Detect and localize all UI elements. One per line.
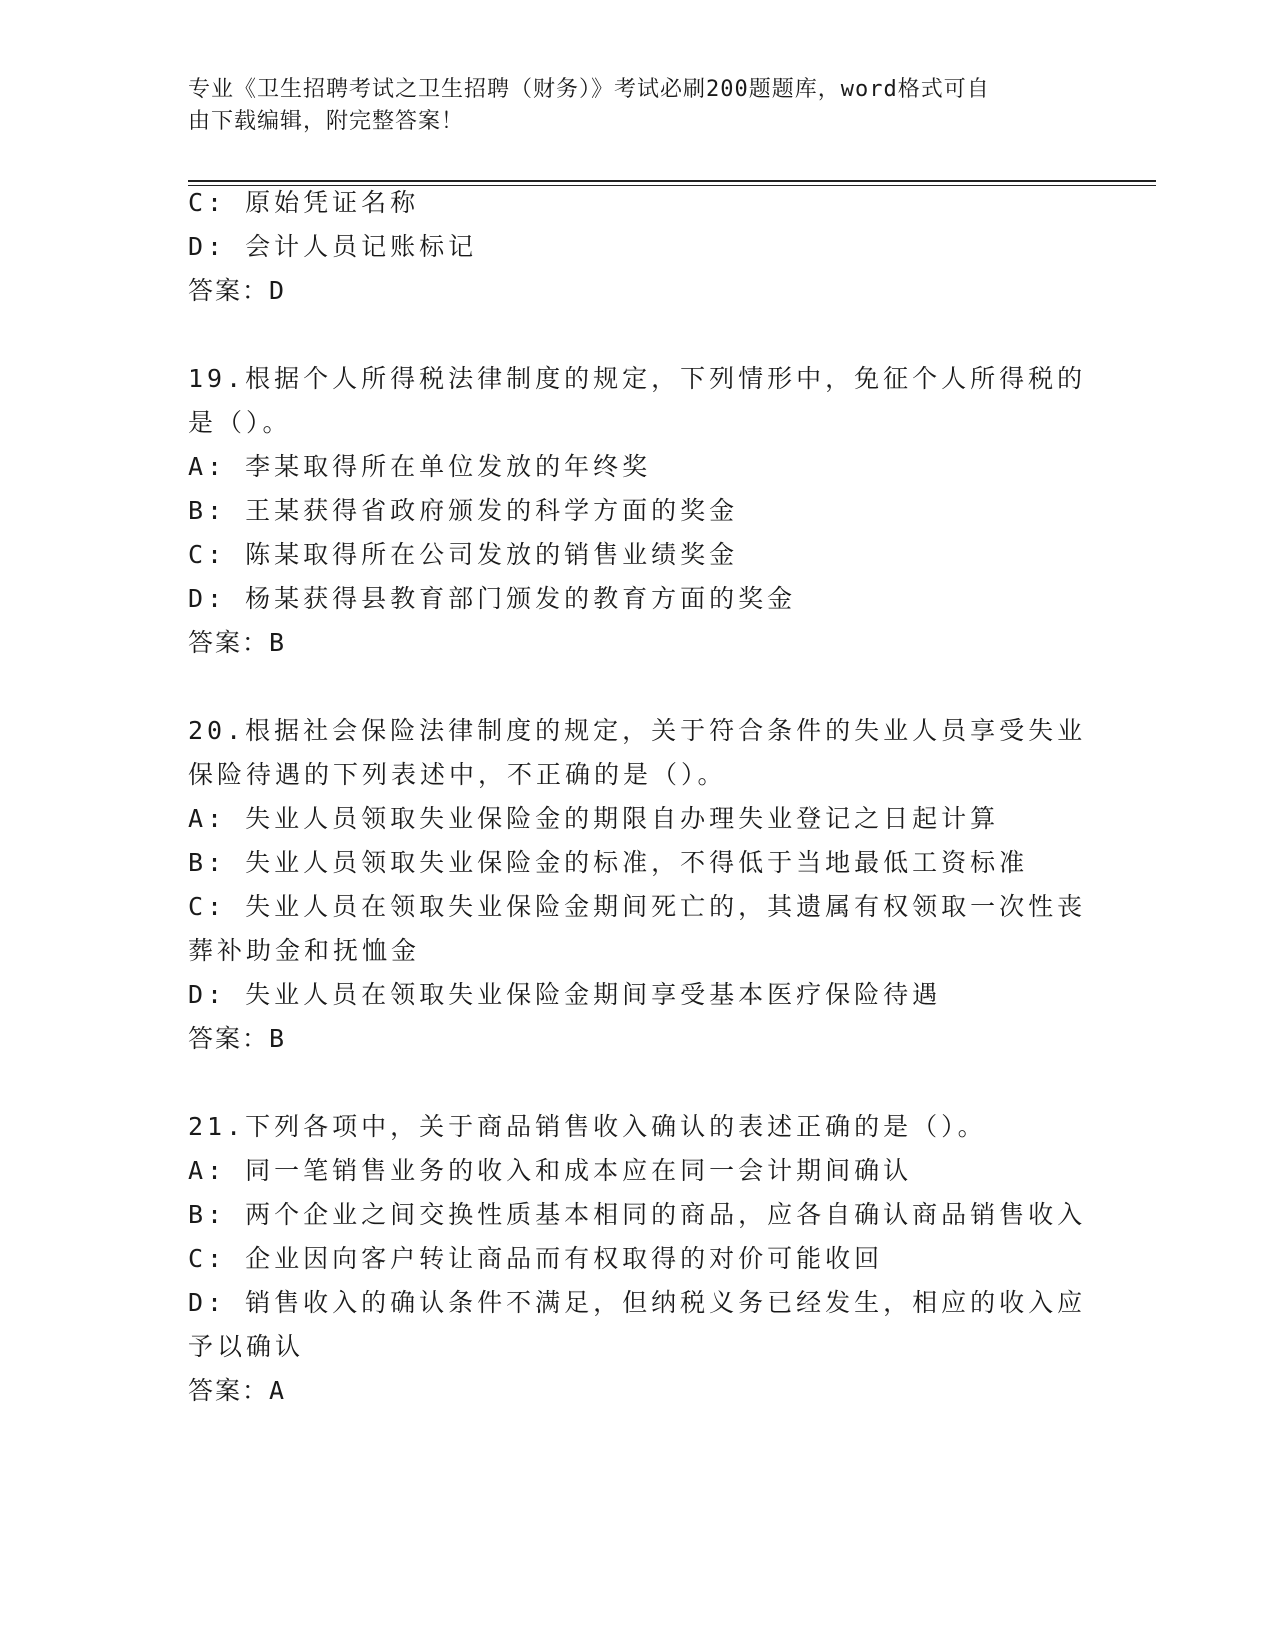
q18-answer: 答案：D bbox=[188, 276, 287, 305]
q21-option-d-line-1: D: 销售收入的确认条件不满足，但纳税义务已经发生，相应的收入应 bbox=[188, 1288, 1087, 1317]
q21-option-d-line-2: 予以确认 bbox=[188, 1332, 305, 1361]
q19-answer: 答案：B bbox=[188, 628, 287, 657]
q19-option-b: B: 王某获得省政府颁发的科学方面的奖金 bbox=[188, 496, 739, 525]
q20-answer: 答案：B bbox=[188, 1024, 287, 1053]
q19-stem-line-2: 是（）。 bbox=[188, 408, 292, 437]
q20-stem-line-2: 保险待遇的下列表述中，不正确的是（）。 bbox=[188, 760, 727, 789]
q19-option-c: C: 陈某取得所在公司发放的销售业绩奖金 bbox=[188, 540, 739, 569]
q18-option-c: C: 原始凭证名称 bbox=[188, 188, 420, 217]
q19-option-d: D: 杨某获得县教育部门颁发的教育方面的奖金 bbox=[188, 584, 797, 613]
q20-stem-line-1: 20.根据社会保险法律制度的规定，关于符合条件的失业人员享受失业 bbox=[188, 716, 1087, 745]
q21-option-b: B: 两个企业之间交换性质基本相同的商品，应各自确认商品销售收入 bbox=[188, 1200, 1087, 1229]
header-line-1: 专业《卫生招聘考试之卫生招聘（财务）》考试必刷200题题库，word格式可自 bbox=[188, 77, 990, 102]
q21-stem-line-1: 21.下列各项中，关于商品销售收入确认的表述正确的是（）。 bbox=[188, 1112, 987, 1141]
q20-option-b: B: 失业人员领取失业保险金的标准，不得低于当地最低工资标准 bbox=[188, 848, 1029, 877]
header-line-2: 由下载编辑，附完整答案！ bbox=[188, 109, 465, 134]
q20-option-a: A: 失业人员领取失业保险金的期限自办理失业登记之日起计算 bbox=[188, 804, 1000, 833]
q21-option-a: A: 同一笔销售业务的收入和成本应在同一会计期间确认 bbox=[188, 1156, 913, 1185]
q19-stem-line-1: 19.根据个人所得税法律制度的规定，下列情形中，免征个人所得税的 bbox=[188, 364, 1087, 393]
document-header bbox=[188, 74, 1068, 138]
q21-answer: 答案：A bbox=[188, 1376, 287, 1405]
header-rule-thick bbox=[188, 180, 1156, 182]
q20-option-c-line-1: C: 失业人员在领取失业保险金期间死亡的，其遗属有权领取一次性丧 bbox=[188, 892, 1087, 921]
q20-option-d: D: 失业人员在领取失业保险金期间享受基本医疗保险待遇 bbox=[188, 980, 942, 1009]
q21-option-c: C: 企业因向客户转让商品而有权取得的对价可能收回 bbox=[188, 1244, 884, 1273]
q19-option-a: A: 李某取得所在单位发放的年终奖 bbox=[188, 452, 652, 481]
q18-option-d: D: 会计人员记账标记 bbox=[188, 232, 478, 261]
q20-option-c-line-2: 葬补助金和抚恤金 bbox=[188, 936, 421, 965]
